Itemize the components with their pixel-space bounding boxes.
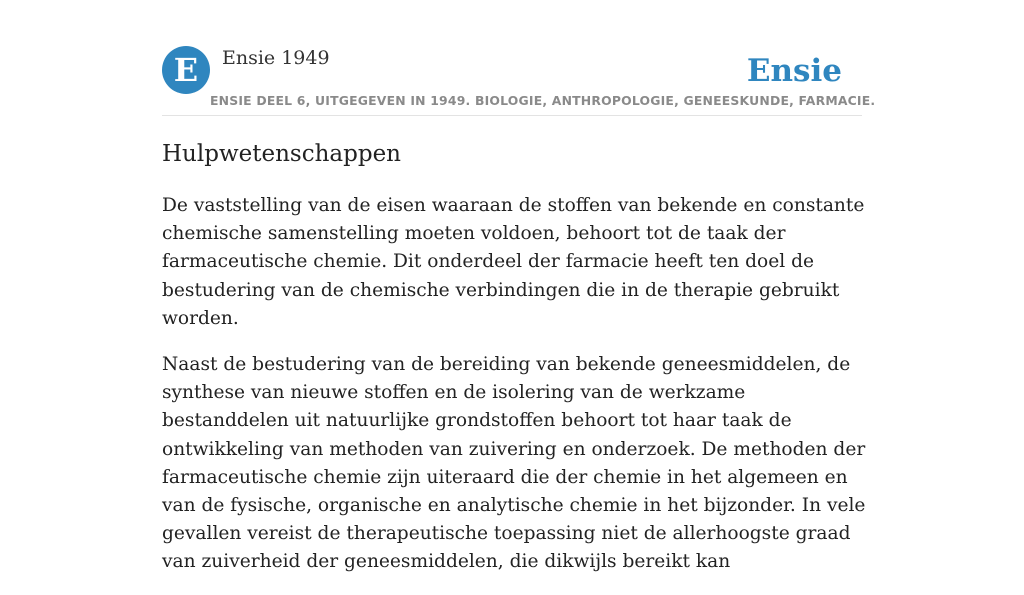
source-subtitle: ENSIE DEEL 6, UITGEGEVEN IN 1949. BIOLOGIE, ANTHROPOLOGIE, GENEESKUNDE, FARMACIE.	[210, 93, 876, 108]
brand-logo[interactable]: Ensie	[746, 53, 842, 89]
article-title: Hulpwetenschappen	[162, 141, 401, 167]
ensie-logo-icon[interactable]: E	[162, 46, 210, 94]
source-title[interactable]: Ensie 1949	[222, 47, 330, 69]
article-paragraph: Naast de bestudering van de bereiding van bekende geneesmiddelen, de synthese van nieuwe stoffen en de isolering van de werkzame bestanddelen uit natuurlijke grondstoffen behoort tot haar taak de ontwikkeling van methoden van zuivering en onderzoek. De methoden der farmaceutische chemie zijn uiteraard die der chemie in het algemeen en van de fysische, organische en analytische chemie in het bijzonder. In vele gevallen vereist de therapeutische toepassing niet de allerhoogste graad van zuiverheid der geneesmiddelen, die dikwijls bereikt kan	[162, 354, 866, 573]
source-header	[162, 46, 876, 116]
article-paragraph: De vaststelling van de eisen waaraan de stoffen van bekende en constante chemische samenstelling moeten voldoen, behoort tot de taak der farmaceutische chemie. Dit onderdeel der farmacie heeft ten doel de bestudering van de chemische verbindingen die in de therapie gebruikt worden.	[162, 195, 865, 329]
article-body	[162, 192, 868, 595]
